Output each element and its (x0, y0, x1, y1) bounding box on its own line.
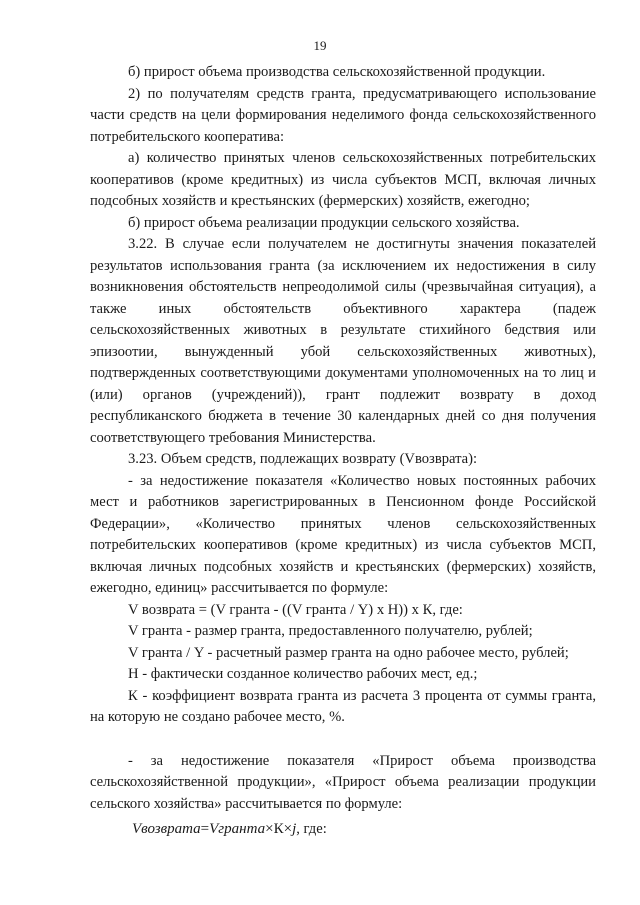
paragraph-jobs-indicator: - за недостижение показателя «Количество новых постоянных рабочих мест и работников зарегистрированных в Пенсионном фонде Российской Федерации», «Количество принятых членов сельскохозяйственных потребительских кооперативов (кроме кредитных) из числа субъектов МСП, включая личных подсобных хозяйств и крестьянских (фермерских) хозяйств, ежегодно, единиц» рассчитывается по формуле: (90, 472, 596, 596)
formula-times-2: × (283, 821, 293, 837)
formula-v-granta: Vгранта (209, 821, 266, 837)
formula-times-1: × (265, 821, 274, 837)
formula-1: V возврата = (V гранта - ((V гранта / Y) х Н)) х К, где: (128, 601, 463, 618)
paragraph-3-22: 3.22. В случае если получателем не достигнуты значения показателей результатов использования гранта (за исключением их недостижения в силу возникновения обстоятельств непреодолимой силы (чрезвычайная ситуация), а также иных обстоятельств объективного характера (падеж сельскохозяйственных животных в результате стихийного бедствия или эпизоотии, вынужденный убой сельскохозяйственных животных), подтвержденных соответствующими документами уполномоченных на то лиц и (или) органов (учреждений)), грант подлежит возврату в доход республиканского бюджета в течение 30 календарных дней со дня получения соответствующего требования Министерства. (90, 236, 596, 446)
definition-k: К - коэффициент возврата гранта из расчета 3 процента от суммы гранта, на которую не создано рабочее место, %. (90, 687, 596, 725)
formula-k: К (273, 821, 284, 837)
definition-v-granta: V гранта - размер гранта, предоставленного получателю, рублей; (128, 623, 533, 639)
paragraph-item-a-members: а) количество принятых членов сельскохозяйственных потребительских кооперативов (кроме кредитных) из числа субъектов МСП, включая личных подсобных хозяйств и крестьянских (фермерских) хозяйств, ежегодно; (90, 150, 596, 209)
formula-tail: , где: (296, 821, 327, 837)
paragraph-item-b-production: б) прирост объема производства сельскохозяйственной продукции. (128, 64, 546, 80)
formula-2 (132, 819, 596, 841)
paragraph-item-2-cooperative: 2) по получателям средств гранта, предусматривающего использование части средств на цели формирования неделимого фонда сельскохозяйственного потребительского кооператива: (90, 85, 596, 145)
paragraph-3-23: 3.23. Объем средств, подлежащих возврату (Vвозврата): (128, 451, 478, 467)
formula-lhs: Vвозврата (132, 821, 201, 837)
paragraph-gap (90, 729, 596, 751)
paragraph-growth-indicator: - за недостижение показателя «Прирост объема производства сельскохозяйственной продукции», «Прирост объема реализации продукции сельского хозяйства» рассчитывается по формуле: (90, 752, 596, 812)
formula-j: j (292, 821, 297, 837)
page-number: 19 (313, 38, 327, 53)
document-body (90, 62, 596, 841)
formula-equals: = (200, 821, 210, 837)
definition-v-granta-per-y: V гранта / Y - расчетный размер гранта на одно рабочее место, рублей; (128, 644, 569, 661)
paragraph-item-b-sales: б) прирост объема реализации продукции сельского хозяйства. (128, 214, 520, 231)
definition-n: Н - фактически созданное количество рабочих мест, ед.; (128, 666, 478, 682)
